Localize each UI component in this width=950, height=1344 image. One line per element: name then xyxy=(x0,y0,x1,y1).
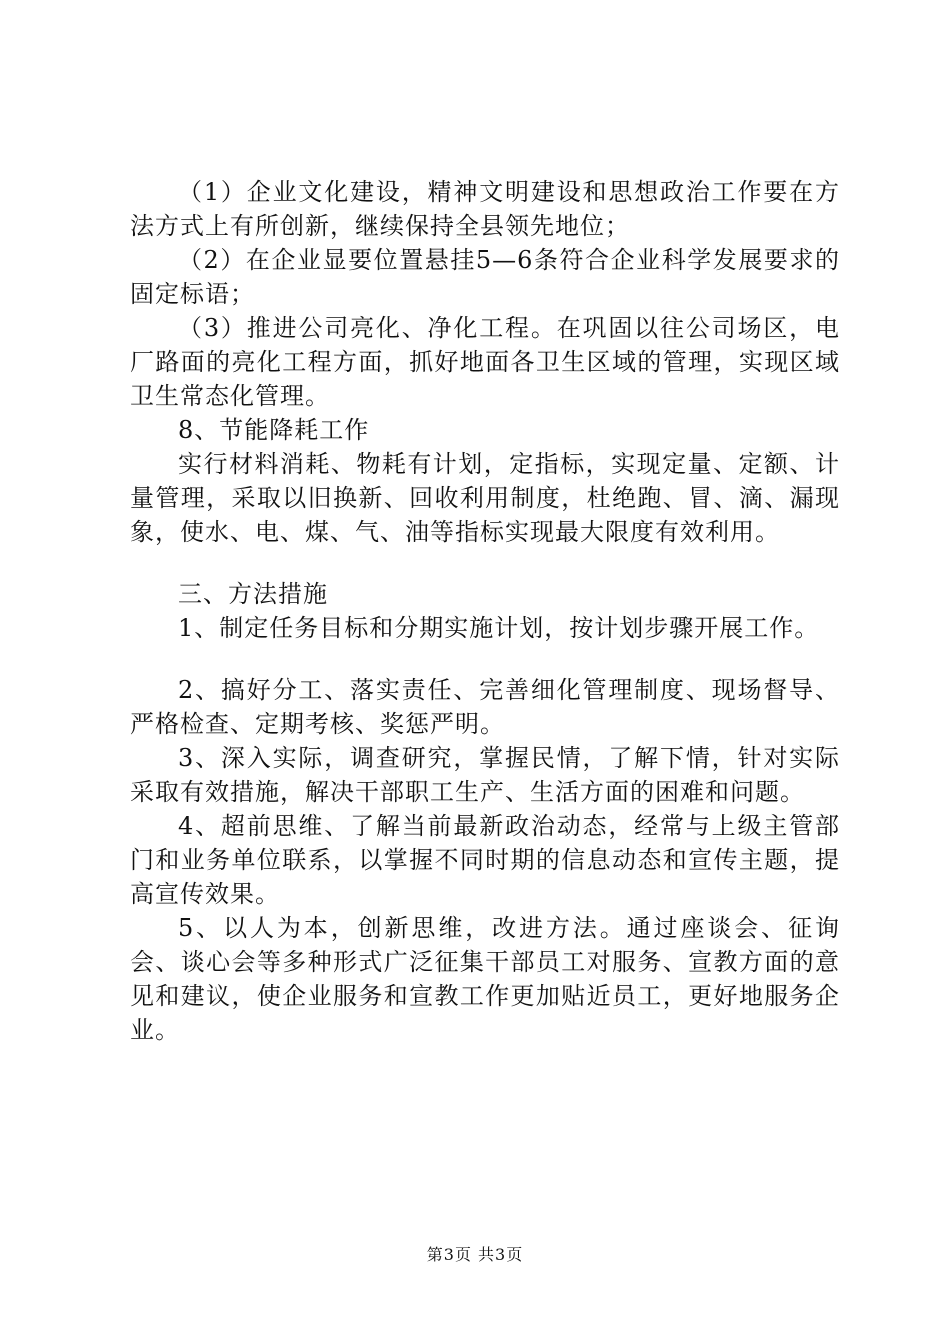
paragraph-method-5: 5、以人为本，创新思维，改进方法。通过座谈会、征询会、谈心会等多种形式广泛征集干部员工对服务、宣教方面的意见和建议，使企业服务和宣教工作更加贴近员工，更好地服务企业。 xyxy=(130,914,840,1044)
paragraph-method-2: 2、搞好分工、落实责任、完善细化管理制度、现场督导、严格检查、定期考核、奖惩严明。 xyxy=(130,676,840,738)
paragraph-gap xyxy=(130,645,840,673)
document-body xyxy=(130,175,840,1047)
page-footer: 第3页 共3页 xyxy=(426,1245,524,1264)
section-heading-energy: 8、节能降耗工作 xyxy=(178,416,370,444)
paragraph-method-1: 1、制定任务目标和分期实施计划，按计划步骤开展工作。 xyxy=(178,614,820,642)
paragraph-culture: （1）企业文化建设，精神文明建设和思想政治工作要在方法方式上有所创新，继续保持全县领先地位； xyxy=(130,178,840,240)
paragraph-method-4: 4、超前思维、了解当前最新政治动态，经常与上级主管部门和业务单位联系，以掌握不同时期的信息动态和宣传主题，提高宣传效果。 xyxy=(130,812,840,908)
paragraph-gap xyxy=(130,549,840,577)
paragraph-energy: 实行材料消耗、物耗有计划，定指标，实现定量、定额、计量管理，采取以旧换新、回收利用制度，杜绝跑、冒、滴、漏现象，使水、电、煤、气、油等指标实现最大限度有效利用。 xyxy=(130,450,840,546)
paragraph-slogans: （2）在企业显要位置悬挂5—6条符合企业科学发展要求的固定标语； xyxy=(130,246,840,308)
paragraph-lighting: （3）推进公司亮化、净化工程。在巩固以往公司场区，电厂路面的亮化工程方面，抓好地面各卫生区域的管理，实现区域卫生常态化管理。 xyxy=(130,314,840,410)
paragraph-method-3: 3、深入实际，调查研究，掌握民情，了解下情，针对实际采取有效措施，解决干部职工生产、生活方面的困难和问题。 xyxy=(130,744,840,806)
section-heading-methods: 三、方法措施 xyxy=(178,580,328,608)
